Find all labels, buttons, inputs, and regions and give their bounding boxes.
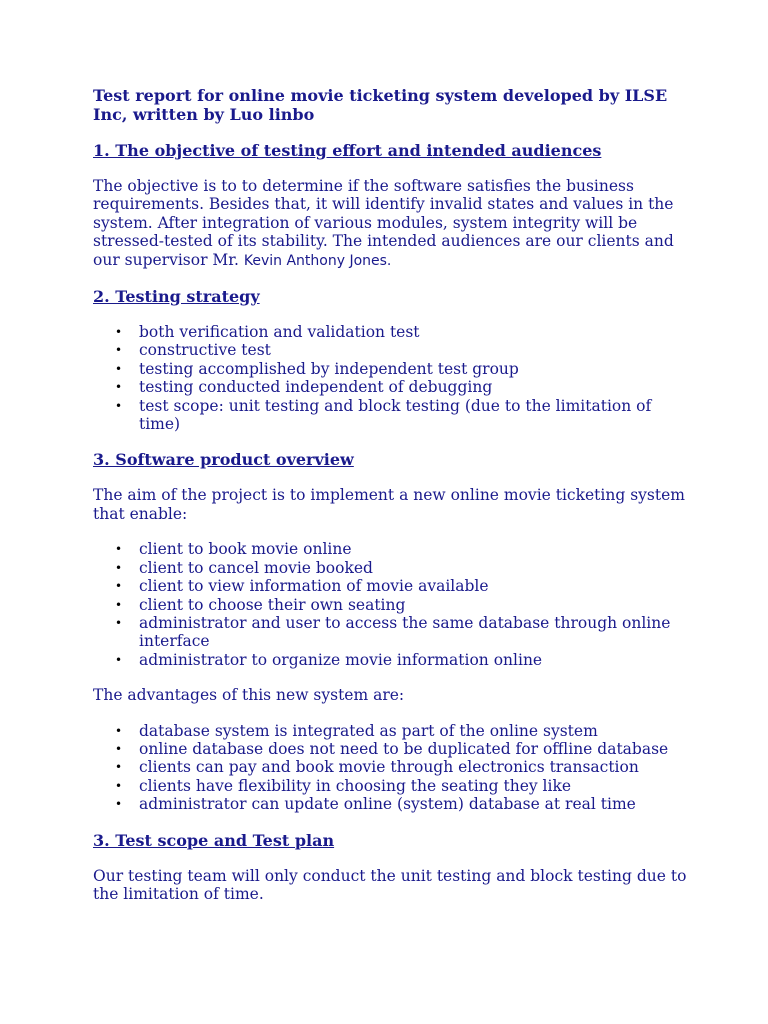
testing-strategy-list [93,323,693,433]
list-item [93,614,693,651]
list-item [93,341,693,359]
bullet-icon: • [115,797,123,812]
list-item-text: client to view information of movie available [139,577,489,596]
bullet-icon: • [115,343,123,358]
list-item [93,559,693,577]
test-scope-paragraph: Our testing team will only conduct the unit testing and block testing due to the limitation of time. [93,866,687,903]
list-item-text: clients can pay and book movie through electronics transaction [139,758,639,777]
bullet-icon: • [115,560,123,575]
advantages-list [93,722,693,814]
list-item [93,722,693,740]
objective-text: The objective is to to determine if the software satisfies the business requirements. Besides that, it will identify invalid states and values in the system. After integration of various modules, system integrity will be stressed-tested of its stability. The intended audiences are our clients and our supervisor Mr. [93,177,674,269]
advantages-intro: The advantages of this new system are: [93,686,405,705]
section-heading-software-overview: 3. Software product overview [93,450,354,470]
list-item-text: testing accomplished by independent test group [139,359,519,378]
list-item [93,378,693,396]
section-heading-objective: 1. The objective of testing effort and intended audiences [93,141,602,160]
bullet-icon: • [115,361,123,376]
list-item-text: testing conducted independent of debugging [139,378,493,397]
list-item-text: administrator can update online (system) database at real time [139,795,636,814]
bullet-icon: • [115,325,123,340]
list-item [93,758,693,776]
list-item [93,577,693,595]
bullet-icon: • [115,741,123,756]
bullet-icon: • [115,597,123,612]
bullet-icon: • [115,380,123,395]
list-item [93,360,693,378]
list-item-text: both verification and validation test [139,323,420,342]
list-item-text: client to choose their own seating [139,595,406,614]
list-item-text: database system is integrated as part of the online system [139,721,598,740]
list-item [93,777,693,795]
bullet-icon: • [115,652,123,667]
list-item [93,323,693,341]
bullet-icon: • [115,542,123,557]
list-item-text: test scope: unit testing and block testing (due to the limitation of time) [139,396,652,434]
list-item [93,651,693,669]
list-item [93,540,693,558]
document-title: Test report for online movie ticketing system developed by ILSE Inc, written by Luo linbo [93,86,668,124]
overview-intro: The aim of the project is to implement a new online movie ticketing system that enable: [93,486,685,523]
list-item [93,740,693,758]
list-item-text: administrator and user to access the same database through online interface [139,613,671,651]
bullet-icon: • [115,778,123,793]
supervisor-name: Kevin Anthony Jones. [243,252,392,269]
bullet-icon: • [115,760,123,775]
list-item [93,397,693,434]
list-item-text: client to book movie online [139,540,352,559]
list-item-text: client to cancel movie booked [139,558,373,577]
list-item-text: administrator to organize movie information online [139,650,543,669]
bullet-icon: • [115,723,123,738]
overview-features-list [93,540,693,669]
document-page [93,86,693,920]
list-item-text: online database does not need to be duplicated for offline database [139,739,669,758]
objective-paragraph [93,177,693,270]
list-item [93,795,693,813]
list-item-text: clients have flexibility in choosing the seating they like [139,776,572,795]
section-heading-test-scope: 3. Test scope and Test plan [93,830,335,850]
section-heading-testing-strategy: 2. Testing strategy [93,287,260,307]
bullet-icon: • [115,398,123,413]
list-item [93,596,693,614]
list-item-text: constructive test [139,341,271,360]
bullet-icon: • [115,615,123,630]
bullet-icon: • [115,579,123,594]
